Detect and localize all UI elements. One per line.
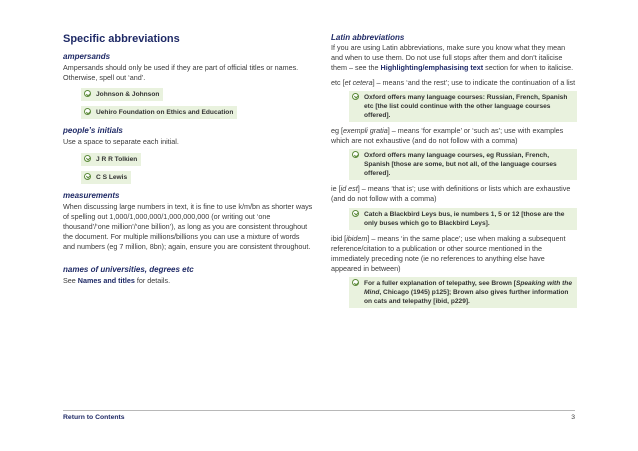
initials-heading: people’s initials: [63, 126, 123, 136]
example-box: [81, 171, 131, 184]
check-icon: [352, 210, 359, 217]
example-box: [349, 149, 577, 180]
check-icon: [352, 279, 359, 286]
measurements-heading: measurements: [63, 190, 120, 200]
check-icon: [84, 108, 91, 115]
names-and-titles-link[interactable]: Names and titles: [77, 275, 135, 285]
example-text: Oxford offers many language courses, eg Russian, French, Spanish [those are some, but not all, of the language courses offered].: [364, 152, 557, 178]
universities-heading: names of universities, degrees etc: [63, 264, 194, 274]
ampersands-heading: ampersands: [63, 52, 111, 61]
latin-heading: Latin abbreviations: [331, 33, 405, 42]
check-icon: [84, 155, 91, 162]
ampersands-body: Ampersands should only be used if they are part of official titles or names. Otherwise, spell out ‘and’.: [63, 63, 299, 83]
example-text: Uehiro Foundation on Ethics and Education: [96, 109, 234, 117]
footer-divider: [63, 410, 575, 411]
ibid-definition: ibid [ibidem] – means ‘in the same place’; use when making a subsequent reference/citation to a publication or other source mentioned in the immediately preceding note (ie no references to anything else have appeared in between): [331, 233, 566, 274]
example-text: J R R Tolkien: [96, 155, 138, 163]
latin-body: If you are using Latin abbreviations, make sure you know what they mean and when to use them. Do not use full stops after them and don’t italicise them – see the Highlighting/emphasising text section for when to italicise.: [331, 43, 574, 73]
return-to-contents-link[interactable]: Return to Contents: [63, 414, 125, 421]
check-icon: [84, 173, 91, 180]
example-box: [349, 277, 577, 308]
example-text: Johnson & Johnson: [96, 91, 160, 99]
eg-definition: eg [exempli gratia] – means ‘for example’ or ‘such as’; use with examples which are not exhaustive (and do not follow with a comma): [331, 125, 564, 146]
example-box: [349, 208, 577, 230]
example-text: Catch a Blackbird Leys bus, ie numbers 1, 5 or 12 [those are the only buses which go to Blackbird Leys].: [364, 210, 565, 227]
check-icon: [84, 90, 91, 97]
example-box: [349, 91, 577, 122]
check-icon: [352, 93, 359, 100]
example-box: [81, 106, 237, 119]
example-text: For a fuller explanation of telepathy, see Brown [Speaking with the Mind, Chicago (1945) p125]; Brown also gives further information on cats and telepathy [ibid, p229].: [364, 280, 572, 306]
initials-body: Use a space to separate each initial.: [63, 137, 179, 147]
example-text: C S Lewis: [96, 173, 128, 181]
highlighting-link[interactable]: Highlighting/emphasising text: [380, 63, 484, 73]
ie-definition: ie [id est] – means ‘that is’; use with definitions or lists which are exhaustive (and do not follow with a comma): [331, 184, 571, 204]
universities-body: See Names and titles for details.: [63, 275, 171, 285]
example-box: [81, 153, 141, 166]
right-column: [331, 33, 577, 308]
etc-definition: etc [et cetera] – means ‘and the rest’; use to indicate the continuation of a list: [331, 77, 576, 87]
check-icon: [352, 151, 359, 158]
example-text: Oxford offers many language courses: Russian, French, Spanish etc [the list could continue with the other language courses offered].: [364, 93, 568, 119]
left-column: [63, 33, 313, 286]
measurements-body: When discussing large numbers in text, it is fine to use k/m/bn as shorter ways of spelling out 1,000/1,000,000/1,000,000,000 (or writing out ‘one thousand’/‘one million’/‘one billion’), as long as you are consistent throughout the document. For multiple millions/billions you can use a mixture of words and numbers (eg 7 million, 8bn); again, ensure you are consistent throughout.: [63, 201, 313, 252]
page-number: 3: [571, 414, 575, 421]
section-title: Specific abbreviations: [63, 33, 180, 45]
example-box: [81, 88, 163, 101]
